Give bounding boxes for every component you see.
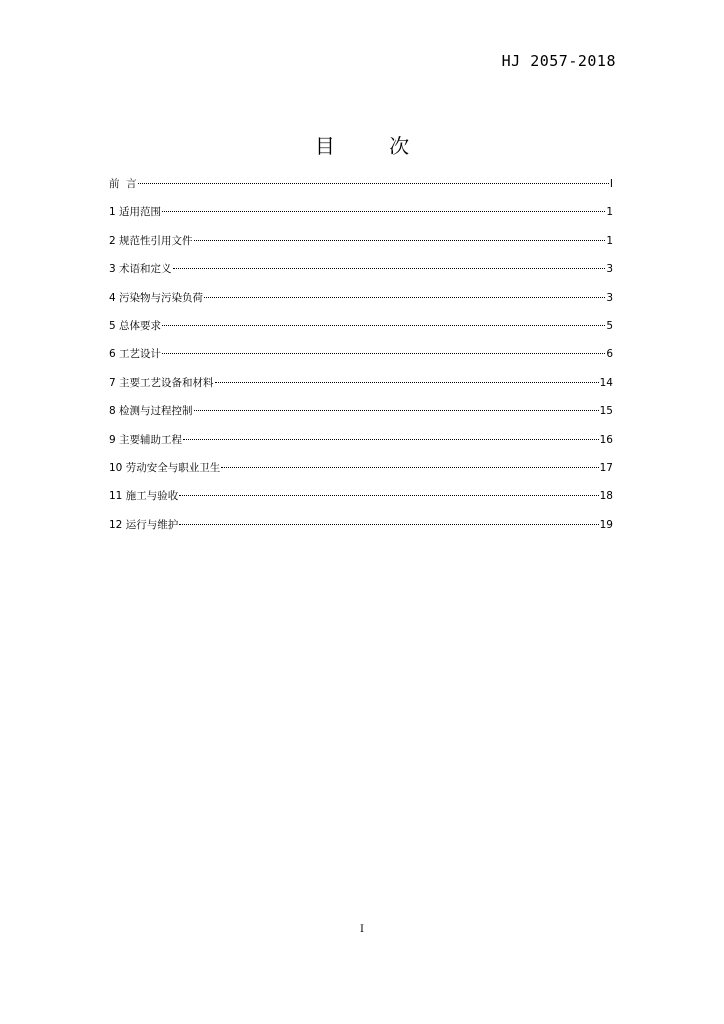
toc-entry-page: 19 <box>599 518 613 531</box>
toc-entry-label: 2 规范性引用文件 <box>109 234 193 247</box>
toc-entry-page: 17 <box>599 461 613 474</box>
toc-entry-page: 5 <box>606 319 613 332</box>
toc-entry-monitoring-control[interactable] <box>109 397 613 425</box>
toc-entry-process-design[interactable] <box>109 340 613 368</box>
toc-entry-label: 10 劳动安全与职业卫生 <box>109 461 221 474</box>
toc-entry-page: 1 <box>606 206 613 219</box>
toc-leader-dots <box>194 240 606 241</box>
toc-entry-page: 15 <box>599 405 613 418</box>
toc-entry-label: 5 总体要求 <box>109 319 162 332</box>
toc-entry-equipment-materials[interactable] <box>109 369 613 397</box>
toc-entry-terms-definitions[interactable] <box>109 255 613 283</box>
toc-entry-label: 4 污染物与污染负荷 <box>109 291 204 304</box>
toc-entry-auxiliary-works[interactable] <box>109 426 613 454</box>
toc-entry-label: 12 运行与维护 <box>109 518 179 531</box>
toc-entry-page: 14 <box>599 376 613 389</box>
toc-entry-page: 18 <box>599 490 613 503</box>
toc-leader-dots <box>194 410 599 411</box>
toc-leader-dots <box>215 382 599 383</box>
toc-leader-dots <box>183 439 599 440</box>
toc-entry-normative-references[interactable] <box>109 227 613 255</box>
toc-leader-dots <box>221 467 598 468</box>
toc-entry-page: 1 <box>606 234 613 247</box>
toc-entry-labor-safety[interactable] <box>109 454 613 482</box>
document-code: HJ 2057-2018 <box>501 52 616 70</box>
toc-entry-construction-acceptance[interactable] <box>109 482 613 510</box>
toc-entry-foreword[interactable] <box>109 170 613 198</box>
toc-entry-operation-maintenance[interactable] <box>109 511 613 539</box>
toc-entry-label: 1 适用范围 <box>109 206 162 219</box>
toc-leader-dots <box>179 495 598 496</box>
toc-entry-general-requirements[interactable] <box>109 312 613 340</box>
toc-leader-dots <box>162 211 605 212</box>
toc-leader-dots <box>162 325 605 326</box>
toc-entry-label: 11 施工与验收 <box>109 490 179 503</box>
toc-entry-label: 前 言 <box>109 178 137 190</box>
toc-entry-page: 16 <box>599 433 613 446</box>
toc-entry-label: 7 主要工艺设备和材料 <box>109 376 214 389</box>
toc-entry-label: 8 检测与过程控制 <box>109 405 193 418</box>
toc-entry-pollutants[interactable] <box>109 284 613 312</box>
toc-leader-dots <box>162 353 605 354</box>
toc-entry-page: 6 <box>606 348 613 361</box>
toc-entry-label: 9 主要辅助工程 <box>109 433 183 446</box>
toc-entry-label: 3 术语和定义 <box>109 263 172 276</box>
toc-entry-page: 3 <box>606 263 613 276</box>
toc-leader-dots <box>204 297 605 298</box>
page-number: I <box>360 924 364 935</box>
toc-leader-dots <box>138 183 609 184</box>
toc-entry-scope[interactable] <box>109 198 613 226</box>
toc-title: 目 次 <box>314 134 434 158</box>
toc-entry-label: 6 工艺设计 <box>109 348 162 361</box>
toc-entry-page: I <box>609 178 613 190</box>
toc-leader-dots <box>173 268 606 269</box>
toc-entry-page: 3 <box>606 291 613 304</box>
toc-leader-dots <box>179 524 598 525</box>
table-of-contents <box>109 170 613 539</box>
